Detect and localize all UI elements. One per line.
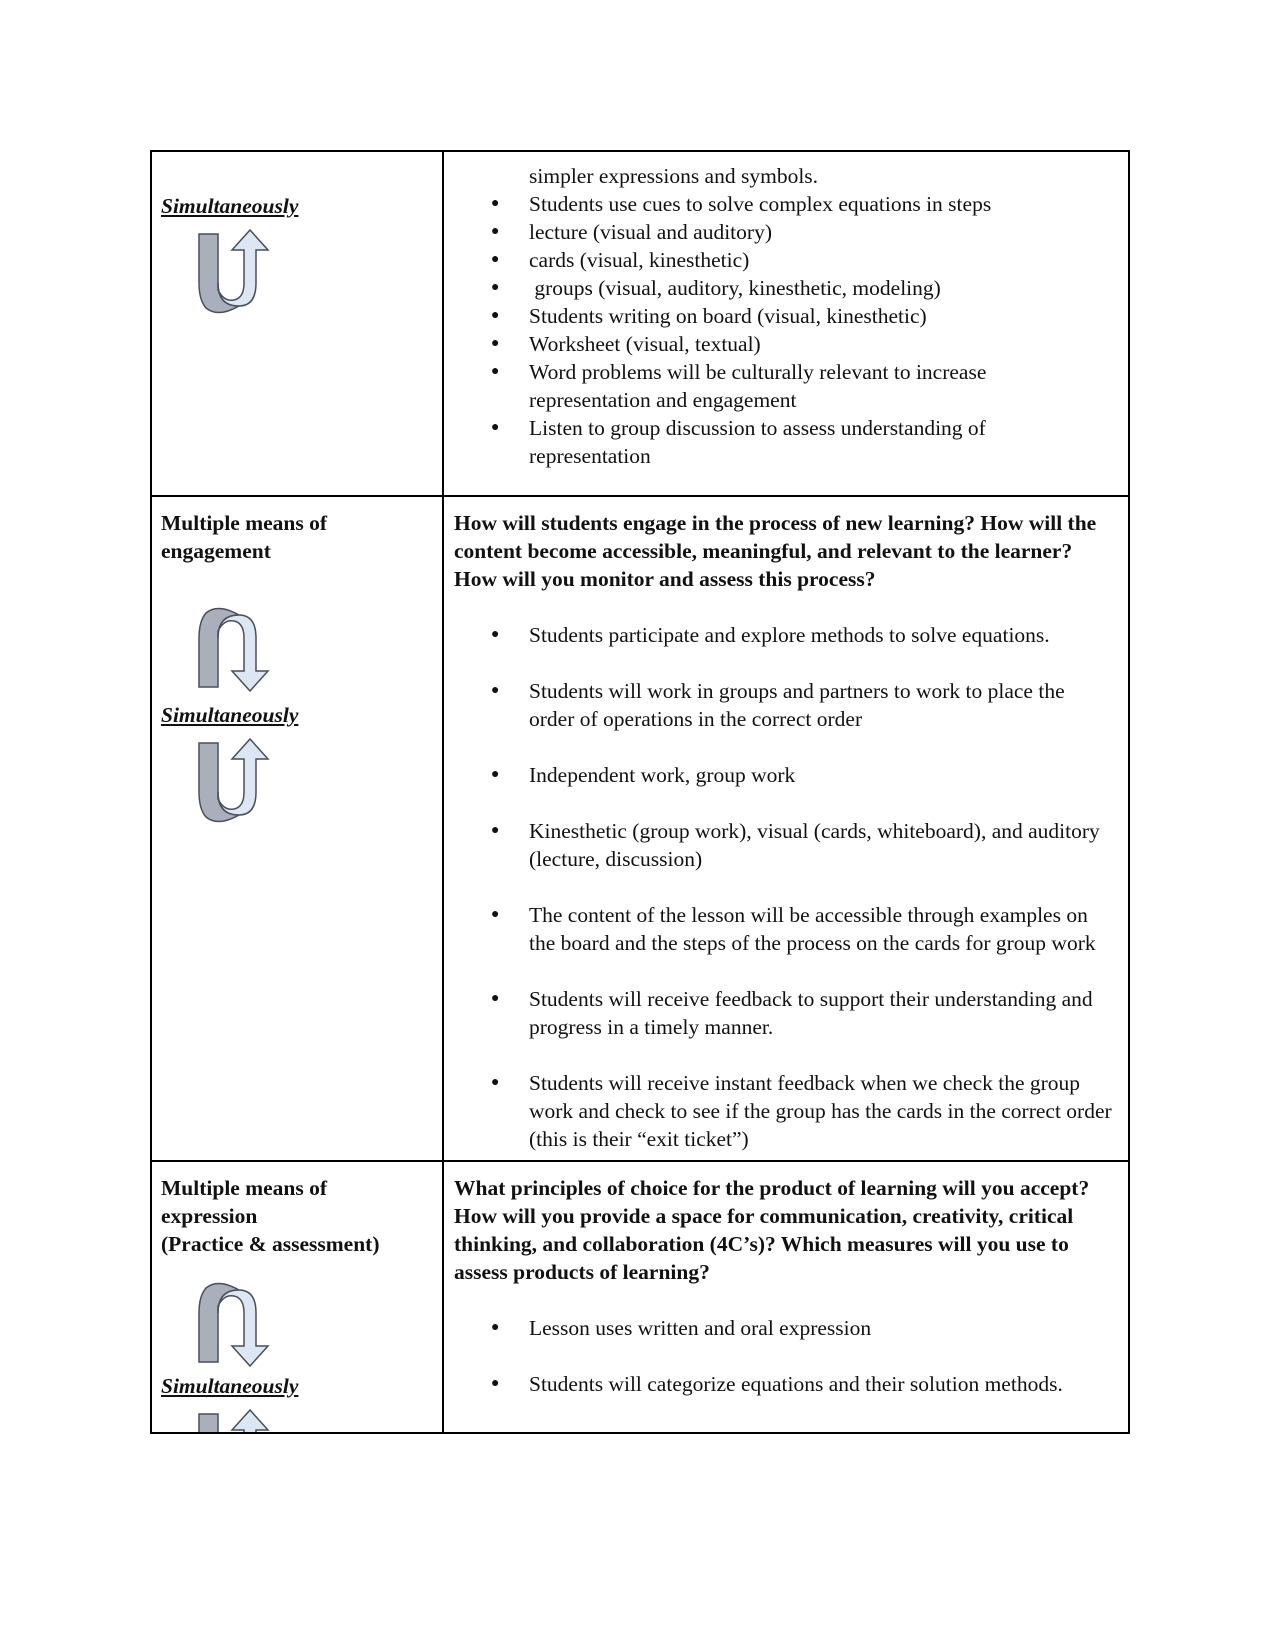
list-item: ● Kinesthetic (group work), visual (cards, whiteboard), and auditory (lecture, discussion) <box>491 819 1100 871</box>
left-cell <box>151 151 443 496</box>
left-cell <box>151 1161 443 1433</box>
list-item: ● Listen to group discussion to assess understanding of representation <box>491 416 986 468</box>
row-heading-line: engagement <box>161 539 271 563</box>
table-row-representation <box>151 151 1129 496</box>
row-heading-line: expression <box>161 1204 258 1228</box>
list-item: ● The content of the lesson will be accessible through examples on the board and the steps of the process on the cards for group work <box>491 903 1096 955</box>
list-item: ● Students will work in groups and partners to work to place the order of operations in the correct order <box>491 679 1065 731</box>
curved-down-arrow-icon <box>194 1278 294 1368</box>
row-heading-line: Multiple means of <box>161 511 328 535</box>
list-item: ● groups (visual, auditory, kinesthetic, modeling) <box>491 276 941 300</box>
list-item: ● cards (visual, kinesthetic) <box>491 248 750 272</box>
simultaneously-label: Simultaneously <box>161 194 299 218</box>
bullet-list <box>454 1314 1112 1398</box>
curved-up-arrow-icon <box>194 1408 294 1432</box>
list-item: ● Students use cues to solve complex equations in steps <box>491 192 992 216</box>
bullet-list <box>454 621 1112 1153</box>
list-item: ● Worksheet (visual, textual) <box>491 332 761 356</box>
guiding-question: What principles of choice for the product of learning will you accept? How will you provide a space for communication, creativity, critical thinking, and collaboration (4C’s)? Which measures will you use to assess products of learning? <box>454 1176 1090 1284</box>
curved-up-arrow-icon <box>194 737 294 827</box>
list-item: ● Students will receive instant feedback when we check the group work and check to see if the group has the cards in the correct order (this is their “exit ticket”) <box>491 1071 1112 1151</box>
guiding-question: How will students engage in the process of new learning? How will the content become accessible, meaningful, and relevant to the learner? How will you monitor and assess this process? <box>454 511 1097 591</box>
lesson-plan-table <box>150 150 1130 1434</box>
curved-up-arrow-icon <box>194 228 294 318</box>
list-item: ● Students will receive feedback to support their understanding and progress in a timely manner. <box>491 987 1093 1039</box>
table-row-expression <box>151 1161 1129 1433</box>
simultaneously-label: Simultaneously <box>161 703 299 727</box>
list-item: ● Lesson uses written and oral expression <box>491 1316 872 1340</box>
left-cell <box>151 496 443 1161</box>
right-cell <box>443 151 1129 496</box>
list-item: ● Independent work, group work <box>491 763 796 787</box>
list-item: ● Students writing on board (visual, kinesthetic) <box>491 304 927 328</box>
list-item: ● lecture (visual and auditory) <box>491 220 772 244</box>
right-cell <box>443 1161 1129 1433</box>
table-row-engagement <box>151 496 1129 1161</box>
list-item: ● Word problems will be culturally relevant to increase representation and engagement <box>491 360 987 412</box>
row-heading-line: (Practice & assessment) <box>161 1232 380 1256</box>
list-item: ● Students participate and explore methods to solve equations. <box>491 623 1050 647</box>
continuation-text: simpler expressions and symbols. <box>529 164 819 188</box>
list-item: ● Students will categorize equations and their solution methods. <box>491 1372 1063 1396</box>
right-cell <box>443 496 1129 1161</box>
row-heading-line: Multiple means of <box>161 1176 328 1200</box>
bullet-list <box>454 190 1112 470</box>
curved-down-arrow-icon <box>194 603 294 693</box>
simultaneously-label: Simultaneously <box>161 1374 299 1398</box>
